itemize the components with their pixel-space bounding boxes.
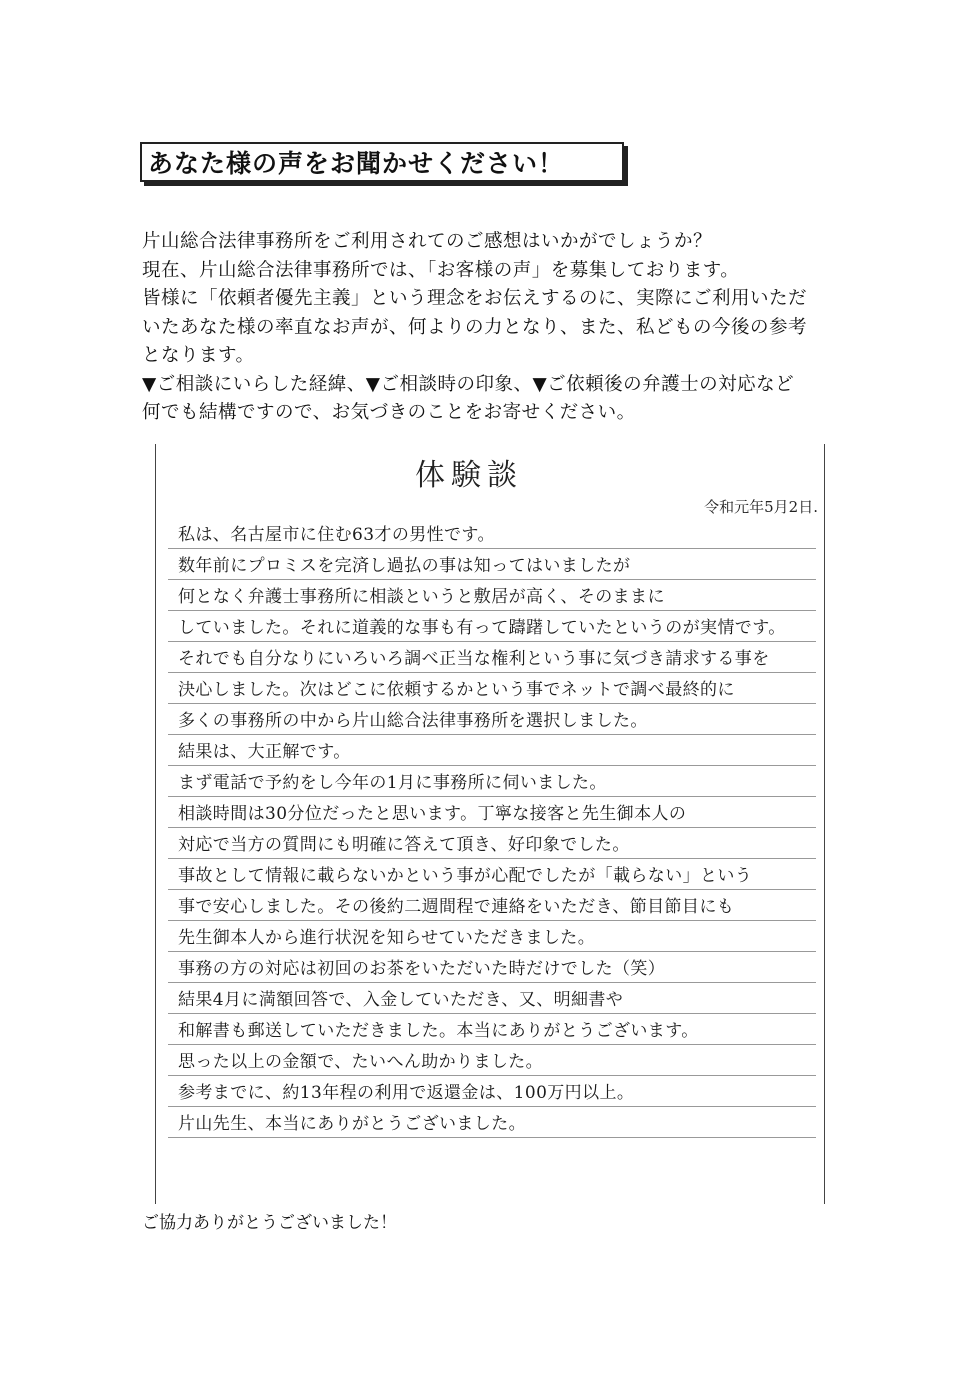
intro-line: 現在、片山総合法律事務所では、「お客様の声」を募集しております。 <box>142 259 740 281</box>
letter-line <box>168 1107 816 1138</box>
letter-line <box>168 642 816 673</box>
intro-line: 皆様に「依頼者優先主義」という理念をお伝えするのに、実際にご利用いただ <box>142 288 808 309</box>
intro-line: 片山総合法律事務所をご利用されてのご感想はいかがでしょうか？ <box>142 231 713 252</box>
letter-date: 令和元年5月2日. <box>704 498 818 516</box>
letter-line <box>168 611 816 642</box>
intro-line: いたあなた様の率直なお声が、何よりの力となり、また、私どもの今後の参考 <box>142 316 808 338</box>
letter-line-text: まず電話で予約をし今年の1月に事務所に伺いました。 <box>178 773 607 793</box>
letter-line-text: 多くの事務所の中から片山総合法律事務所を選択しました。 <box>178 711 648 731</box>
letter-line <box>168 983 816 1014</box>
letter-line-text: 数年前にプロミスを完済し過払の事は知ってはいましたが <box>178 556 631 576</box>
letter-line <box>168 766 816 797</box>
letter-line-text: 決心しました。次はどこに依頼するかという事でネットで調べ最終的に <box>178 680 735 700</box>
page-title: あなた様の声をお聞かせください！ <box>148 149 565 178</box>
letter-line-text: 事務の方の対応は初回のお茶をいただいた時だけでした（笑） <box>178 959 666 979</box>
letter-line-text: 参考までに、約13年程の利用で返還金は、100万円以上。 <box>178 1083 635 1103</box>
intro-line: 何でも結構ですので、お気づきのことをお寄せください。 <box>142 402 636 423</box>
letter-line-text: 先生御本人から進行状況を知らせていただきました。 <box>178 928 596 948</box>
letter-line-text: 片山先生、本当にありがとうございました。 <box>178 1114 526 1134</box>
letter-line-text: 思った以上の金額で、たいへん助かりました。 <box>178 1052 544 1072</box>
letter-line <box>168 704 816 735</box>
letter-body <box>168 518 816 1138</box>
footer-thanks: ご協力ありがとうございました！ <box>142 1213 397 1233</box>
letter-line <box>168 673 816 704</box>
letter-line-text: 対応で当方の質問にも明確に答えて頂き、好印象でした。 <box>178 835 630 855</box>
letter-line-text: 和解書も郵送していただきました。本当にありがとうございます。 <box>178 1021 699 1041</box>
letter-line <box>168 549 816 580</box>
letter-line-text: 事故として情報に載らないかという事が心配でしたが「載らない」という <box>178 866 753 886</box>
letter-line <box>168 921 816 952</box>
letter-line <box>168 890 816 921</box>
letter-line <box>168 735 816 766</box>
letter-line-text: 私は、名古屋市に住む63才の男性です。 <box>178 525 495 545</box>
intro-line: ▼ご相談にいらした経緯、▼ご相談時の印象、▼ご依頼後の弁護士の対応など <box>142 373 795 395</box>
letter-line <box>168 797 816 828</box>
letter-line-text: 結果は、大正解です。 <box>178 742 351 762</box>
letter-line <box>168 1014 816 1045</box>
letter-title: 体験談 <box>415 458 523 493</box>
intro-line: となります。 <box>142 345 255 366</box>
letter-line-text: していました。それに道義的な事も有って躊躇していたというのが実情です。 <box>178 618 786 638</box>
letter-line <box>168 518 816 549</box>
letter-line <box>168 952 816 983</box>
letter-line-text: 結果4月に満額回答で、入金していただき、又、明細書や <box>178 990 624 1010</box>
letter-line-text: 何となく弁護士事務所に相談というと敷居が高く、そのままに <box>178 587 665 607</box>
letter-line <box>168 859 816 890</box>
letter-line <box>168 580 816 611</box>
header-box <box>140 142 624 182</box>
letter-line-text: 事で安心しました。その後約二週間程で連絡をいただき、節目節目にも <box>178 897 735 917</box>
letter-line <box>168 1076 816 1107</box>
letter-line <box>168 828 816 859</box>
letter-line-text: 相談時間は30分位だったと思います。丁寧な接客と先生御本人の <box>178 804 687 824</box>
letter-line <box>168 1045 816 1076</box>
intro-text <box>142 228 862 428</box>
letter-line-text: それでも自分なりにいろいろ調べ正当な権利という事に気づき請求する事を <box>178 649 770 669</box>
